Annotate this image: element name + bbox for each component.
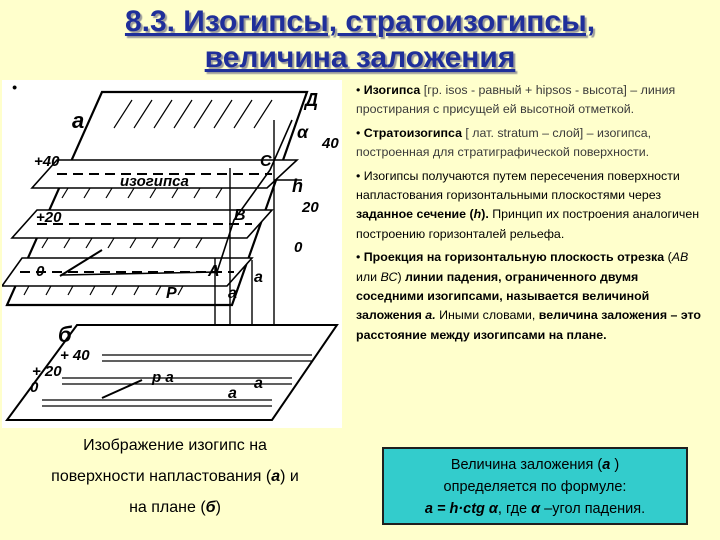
title-line-1: 8.3. Изогипсы, стратоизогипсы,: [124, 5, 596, 38]
term-izogipsa: Изогипса: [363, 83, 421, 97]
label-izogipsa: изогипса: [120, 173, 189, 190]
label-plus-20: +20: [36, 209, 62, 226]
bullet-stratoizogipsa: • Стратоизогипса [ лат. stratum – слой] – изогипса, построенная для стратиграфической поверхности.: [356, 125, 652, 160]
term-stratoizogipsa: Стратоизогипса: [363, 125, 462, 140]
label-pa: р а: [152, 369, 174, 386]
formula-expression: a = h·ctg α: [424, 501, 498, 517]
dip-line: [62, 120, 292, 275]
formula-where: , где: [497, 501, 532, 517]
formula-line-3: [384, 498, 686, 520]
label-A: А: [208, 263, 220, 280]
section-term: заданное сечение (: [356, 207, 474, 222]
label-b-plus-20: + 20: [32, 363, 62, 380]
caption-line-1: Изображение изогипс на: [83, 437, 267, 454]
caption-line-2-post: ) и: [280, 468, 299, 485]
label-alpha: α: [297, 122, 309, 142]
section-term-end: ).: [481, 207, 489, 222]
formula-line-1-post: ): [610, 457, 620, 473]
label-B: В: [234, 207, 246, 224]
figure-caption: [0, 430, 350, 523]
label-h: h: [292, 176, 303, 196]
formula-line-1-pre: Величина заложения (: [450, 457, 603, 473]
label-a4: а: [254, 375, 263, 392]
construction-text: Изогипсы получаются путем пересечения поверхности напластования горизонтальными плоскостями через: [356, 168, 680, 203]
definitions-list: [356, 81, 702, 349]
page-title: [0, 4, 720, 76]
label-b-plane: б: [58, 322, 72, 347]
label-a1: а: [228, 285, 237, 302]
label-C: С: [260, 153, 272, 170]
label-right-20: 20: [302, 199, 319, 216]
caption-line-3-pre: на плане (: [129, 499, 206, 516]
label-a3: а: [228, 385, 237, 402]
label-delta: Д: [305, 90, 318, 110]
caption-a: а: [271, 468, 281, 485]
label-zero: 0: [36, 263, 45, 280]
caption-line-2-pre: поверхности напластования (: [51, 468, 272, 485]
label-b-zero: 0: [30, 379, 39, 396]
label-P: Р: [166, 285, 177, 302]
title-line-2: величина заложения: [204, 41, 516, 74]
alpha-symbol: a.: [425, 308, 436, 323]
label-a-plane: а: [72, 108, 85, 133]
def-izogipsa: [гр. isos - равный + hipsos - высота] – линия простирания с присущей ей высотной отметкой.: [356, 83, 676, 117]
label-dot: •: [12, 80, 17, 95]
zalozhenie-definition: величина заложения – это расстояние между изогипсами на плане.: [356, 308, 701, 342]
formula-box: [382, 447, 688, 525]
formula-a: a: [602, 457, 611, 473]
projection-term: Проекция на горизонтальную плоскость отрезка: [363, 250, 665, 265]
construction-tail: Принцип их построения аналогичен построению горизонталей рельефа.: [356, 207, 700, 241]
def-stratoizogipsa: [ лат. stratum – слой] – изогипса, построенная для стратиграфической поверхности.: [356, 125, 652, 160]
formula-alpha: α: [531, 501, 541, 517]
caption-line-3-post: ): [215, 499, 221, 516]
dip-line-term: линии падения, ограниченного двумя соседними изогипсами, называется величиной заложения: [356, 269, 650, 323]
paren-open: (: [664, 250, 672, 265]
paren-close: ): [397, 269, 402, 284]
caption-b: б: [205, 499, 216, 516]
formula-line-2: определяется по формуле:: [443, 479, 627, 495]
segment-AB: АВ: [671, 250, 689, 265]
caption-line-3: [0, 492, 350, 523]
formula-line-1: [384, 454, 686, 476]
label-a2: а: [254, 269, 263, 286]
bullet-construction: • Изогипсы получаются путем пересечения поверхности напластования горизонтальными плоскостями через заданное сечение (h). Принцип их построения аналогичен построению горизонталей рельефа.: [356, 168, 700, 241]
section-h: h: [473, 207, 482, 222]
formula-alpha-def: –угол падения.: [540, 501, 646, 517]
bullet-izogipsa: • Изогипса [гр. isos - равный + hipsos - высота] – линия простирания с присущей ей высотной отметкой.: [356, 83, 676, 117]
segment-BC: ВС: [380, 269, 398, 284]
label-right-0: 0: [294, 239, 303, 256]
label-top-40: 40: [322, 135, 339, 152]
label-plus-40: +40: [34, 153, 60, 170]
in-other-words: Иными словами,: [435, 308, 539, 323]
isogypsum-diagram: [2, 80, 342, 428]
caption-line-2: [0, 461, 350, 492]
or-word: или: [356, 269, 381, 284]
bullet-zalozhenie: • Проекция на горизонтальную плоскость отрезка (АВ или ВС) линии падения, ограниченного двумя соседними изогипсами, называется величиной заложения a. Иными словами, величина заложения – это расстояние между изогипсами на плане.: [356, 250, 701, 342]
label-b-plus-40: + 40: [60, 347, 90, 364]
